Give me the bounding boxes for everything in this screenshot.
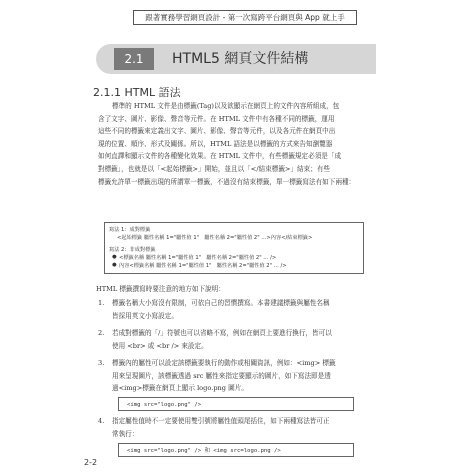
paragraph-line: 標準的 HTML 文件是由標籤(Tag)以及欲顯示在網頁上的文件內容所組成，包 <box>112 102 340 110</box>
syntax-line-content: 內容<標籤名稱 屬性名稱 1="屬性值 1" 屬性名稱 2="屬性值 2" … /> <box>119 263 287 269</box>
rule-line: 使用 <br> 或 <br /> 來設定。 <box>112 341 208 350</box>
rule-number: 4. <box>98 417 105 425</box>
syntax-line-single: <標籤名稱 屬性名稱 1="屬性值 1" 屬性名稱 2="屬性值 2" … /> <box>119 255 277 261</box>
rule-line: 標籤名稱大小寫沒有限制，可依自己的習慣撰寫。本書建議標籤與屬性名稱 <box>112 299 330 307</box>
bullet-icon: ● <box>112 254 117 260</box>
rule-number: 2. <box>98 329 105 337</box>
rule-number: 3. <box>98 359 105 367</box>
paragraph-line: 含了文字、圖片、影像、聲音等元件。在 HTML 文件中有各種不同的標籤，運用 <box>98 114 335 123</box>
rule-line: 過<img>標籤在網頁上顯示 logo.png 圖片。 <box>112 384 248 392</box>
rule-line: 標籤內的屬性可以設定該標籤要執行的動作或相關資訊，例如：<img> 標籤 <box>112 359 336 367</box>
syntax-heading-1: 寫法 1：成對標籤 <box>109 227 151 233</box>
rule-line: 皆採用英文小寫設定。 <box>112 311 178 320</box>
syntax-line-paired: <起始標籤 屬性名稱 1="屬性值 1" 屬性名稱 2="屬性值 2" …>內容</結束標籤> <box>117 235 313 241</box>
page-number: 2-2 <box>84 458 98 467</box>
paragraph-line: 這些不同的標籤來定義出文字、圖片、影像、聲音等元件，以及各元件在網頁中出 <box>98 127 336 136</box>
code-example: <img src="logo.png" /> <box>118 397 354 411</box>
chapter-title: HTML5 網頁文件結構 <box>172 51 309 67</box>
paragraph-line: 現的位置、順序、形式及關係。所以，HTML 語法是以標籤的方式來告知瀏覽器 <box>98 139 333 148</box>
running-header: 跟著實務學習網頁設計 - 第一次寫跨平台網頁與 App 就上手 <box>133 10 357 25</box>
body-paragraph <box>98 100 398 188</box>
bullet-icon: ● <box>112 262 117 268</box>
syntax-box <box>104 222 364 274</box>
paragraph-line: 如何直譯和顯示文件的各種變化效果。在 HTML 文件中，有些標籤規定必須是「成 <box>98 152 342 161</box>
chapter-number-badge: 2.1 <box>114 48 154 70</box>
paragraph-line: 對標籤」，也就是以「<起始標籤>」開始，並且以「</結束標籤>」結束；有些 <box>98 164 331 173</box>
paragraph-line: 標籤允許單一標籤出現的所謂單一標籤，不過沒有結束標籤，單一標籤寫法有如下兩種： <box>98 177 356 186</box>
rule-line: 常執行： <box>112 429 139 438</box>
rule-number: 1. <box>98 299 105 307</box>
rule-line: 若成對標籤的「/」符號也可以省略不寫，例如在網頁上要進行換行，皆可以 <box>112 329 332 337</box>
rules-intro: HTML 標籤撰寫時要注意的地方如下說明： <box>96 285 225 293</box>
rule-line: 用來呈現圖片，該標籤透過 src 屬性來指定要顯示的圖片，如下寫法即是透 <box>112 371 331 380</box>
rule-line: 指定屬性值時不一定要使用雙引號將屬性值頭尾括住，如下兩種寫法皆可正 <box>112 417 330 425</box>
syntax-heading-2: 寫法 2：非成對標籤 <box>109 247 156 253</box>
section-title: 2.1.1 HTML 語法 <box>93 86 181 99</box>
code-example: <img src="logo.png" /> 和 <img src=logo.png /> <box>118 443 354 457</box>
